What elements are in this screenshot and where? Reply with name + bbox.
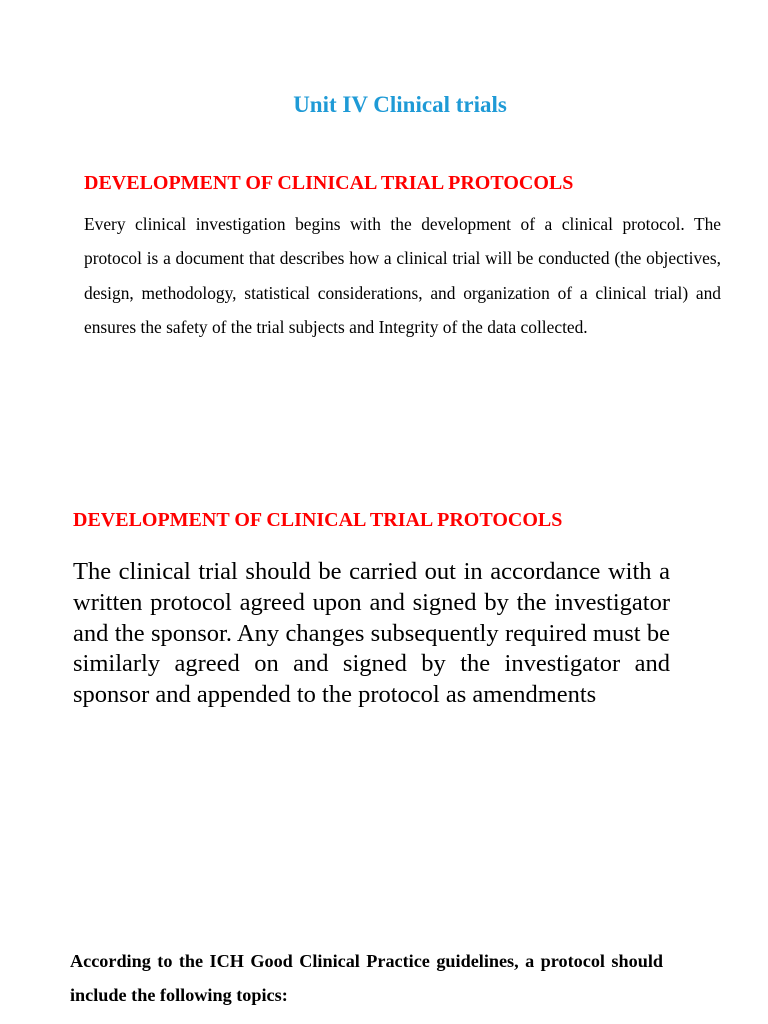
section-heading: DEVELOPMENT OF CLINICAL TRIAL PROTOCOLS [84, 172, 574, 194]
closing-paragraph: According to the ICH Good Clinical Practice guidelines, a protocol should include the following topics: [70, 951, 663, 1005]
section-paragraph: The clinical trial should be carried out in accordance with a written protocol agreed upon and signed by the investigator and the sponsor. Any changes subsequently required must be similarly agreed on and signed by the investigator and sponsor and appended to the protocol as amendments [73, 558, 670, 709]
section-heading: DEVELOPMENT OF CLINICAL TRIAL PROTOCOLS [73, 509, 563, 531]
section-paragraph: Every clinical investigation begins with the development of a clinical protocol. The protocol is a document that describes how a clinical trial will be conducted (the objectives, design, methodology, statistical considerations, and organization of a clinical trial) and ensures the safety of the trial subjects and Integrity of the data collected. [84, 214, 721, 338]
page-title: Unit IV Clinical trials [293, 92, 507, 117]
